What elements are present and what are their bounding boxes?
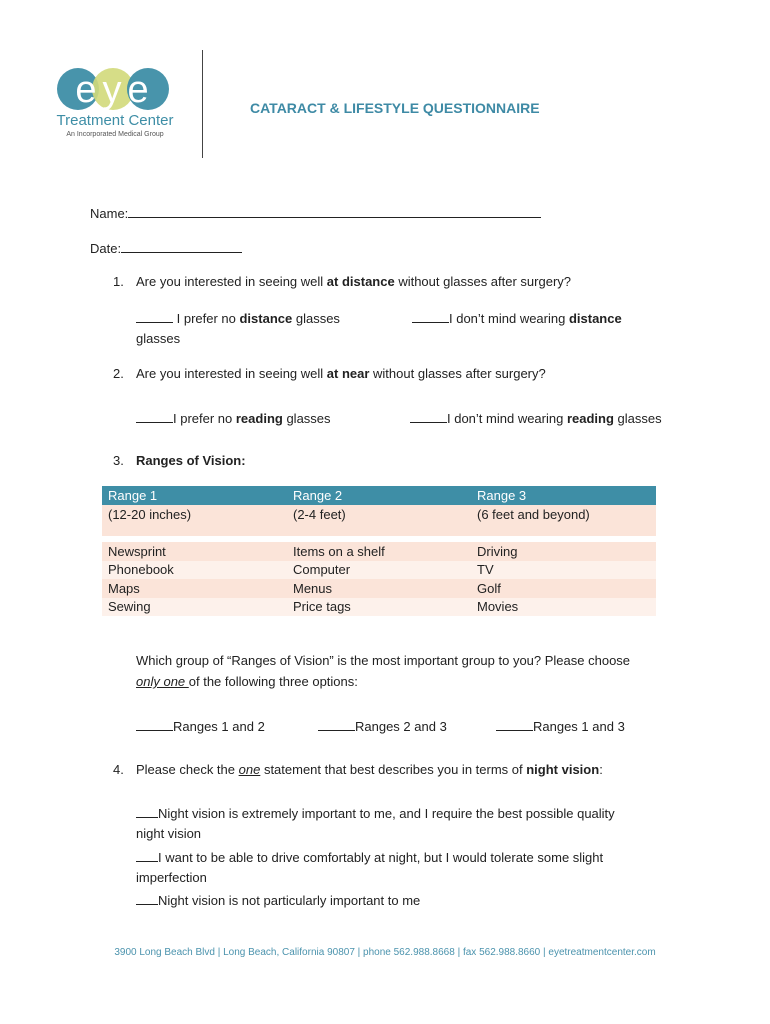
q2-option-no-reading[interactable]: I prefer no reading glasses: [136, 410, 331, 426]
date-label: Date:: [90, 241, 122, 256]
table-cell: Movies: [471, 598, 656, 617]
q3-prompt-line2: only one of the following three options:: [136, 674, 358, 689]
q3-number: 3.: [113, 453, 124, 468]
q4-number: 4.: [113, 762, 124, 777]
table-cell: Sewing: [102, 598, 287, 617]
q4-option-drive-comfortably[interactable]: I want to be able to drive comfortably at night, but I would tolerate some slight: [136, 849, 603, 865]
table-cell: Newsprint: [102, 542, 287, 561]
header-divider: [202, 50, 203, 158]
table-cell: Maps: [102, 579, 287, 598]
company-logo: [50, 62, 180, 147]
table-cell: Price tags: [287, 598, 471, 617]
q4-option1-wrap: night vision: [136, 826, 202, 841]
q4-option-extremely-important[interactable]: Night vision is extremely important to me, and I require the best possible quality: [136, 805, 615, 821]
date-blank[interactable]: [121, 240, 242, 253]
table-cell: Computer: [287, 561, 471, 580]
page-title: CATARACT & LIFESTYLE QUESTIONNAIRE: [250, 100, 540, 116]
table-cell: (12-20 inches): [102, 505, 287, 536]
logo-line1: Treatment Center: [56, 112, 174, 129]
table-cell: (6 feet and beyond): [471, 505, 656, 536]
table-header-row: [102, 486, 656, 505]
q2-text: Are you interested in seeing well at near without glasses after surgery?: [136, 366, 546, 381]
checkbox-blank[interactable]: [496, 718, 533, 731]
checkbox-blank[interactable]: [136, 410, 173, 423]
checkbox-blank[interactable]: [410, 410, 447, 423]
q2-number: 2.: [113, 366, 124, 381]
table-cell: Golf: [471, 579, 656, 598]
q1-option-mind-distance[interactable]: I don’t mind wearing distance: [412, 310, 622, 326]
table-row: [102, 561, 656, 580]
table-cell: Items on a shelf: [287, 542, 471, 561]
table-header-cell: Range 1: [102, 486, 287, 505]
q4-text: Please check the one statement that best describes you in terms of night vision:: [136, 762, 603, 777]
logo-line2: An Incorporated Medical Group: [66, 131, 164, 138]
q1-number: 1.: [113, 274, 124, 289]
footer-contact: 3900 Long Beach Blvd | Long Beach, California 90807 | phone 562.988.8668 | fax 562.988.8660 | eyetreatmentcenter.com: [114, 947, 656, 958]
table-row: [102, 542, 656, 561]
q3-title: Ranges of Vision:: [136, 453, 246, 468]
table-row: [102, 579, 656, 598]
date-field[interactable]: [90, 240, 242, 256]
table-row: [102, 598, 656, 617]
checkbox-blank[interactable]: [412, 310, 449, 323]
name-field[interactable]: [90, 205, 541, 221]
checkbox-blank[interactable]: [136, 892, 158, 905]
checkbox-blank[interactable]: [136, 805, 158, 818]
q3-option-ranges-1-3[interactable]: Ranges 1 and 3: [496, 718, 625, 734]
table-distance-row: [102, 505, 656, 536]
q3-prompt-line1: Which group of “Ranges of Vision” is the most important group to you? Please choose: [136, 653, 631, 668]
ranges-of-vision-table: [102, 486, 656, 616]
checkbox-blank[interactable]: [136, 310, 173, 323]
table-cell: Driving: [471, 542, 656, 561]
checkbox-blank[interactable]: [318, 718, 355, 731]
table-cell: (2-4 feet): [287, 505, 471, 536]
q1-option1-wrap: glasses: [136, 331, 181, 346]
logo-main-text: eye: [75, 69, 155, 111]
checkbox-blank[interactable]: [136, 849, 158, 862]
q3-option-ranges-2-3[interactable]: Ranges 2 and 3: [318, 718, 447, 734]
table-cell: Phonebook: [102, 561, 287, 580]
table-header-cell: Range 3: [471, 486, 656, 505]
table-header-cell: Range 2: [287, 486, 471, 505]
table-cell: TV: [471, 561, 656, 580]
name-label: Name:: [90, 206, 129, 221]
table-cell: Menus: [287, 579, 471, 598]
q3-option-ranges-1-2[interactable]: Ranges 1 and 2: [136, 718, 265, 734]
q1-option-no-distance[interactable]: I prefer no distance glasses: [136, 310, 340, 326]
q2-option-mind-reading[interactable]: I don’t mind wearing reading glasses: [410, 410, 662, 426]
q4-option-not-important[interactable]: Night vision is not particularly important to me: [136, 892, 420, 908]
checkbox-blank[interactable]: [136, 718, 173, 731]
name-blank[interactable]: [128, 205, 541, 218]
q4-option2-wrap: imperfection: [136, 870, 207, 885]
q1-text: Are you interested in seeing well at distance without glasses after surgery?: [136, 274, 572, 289]
